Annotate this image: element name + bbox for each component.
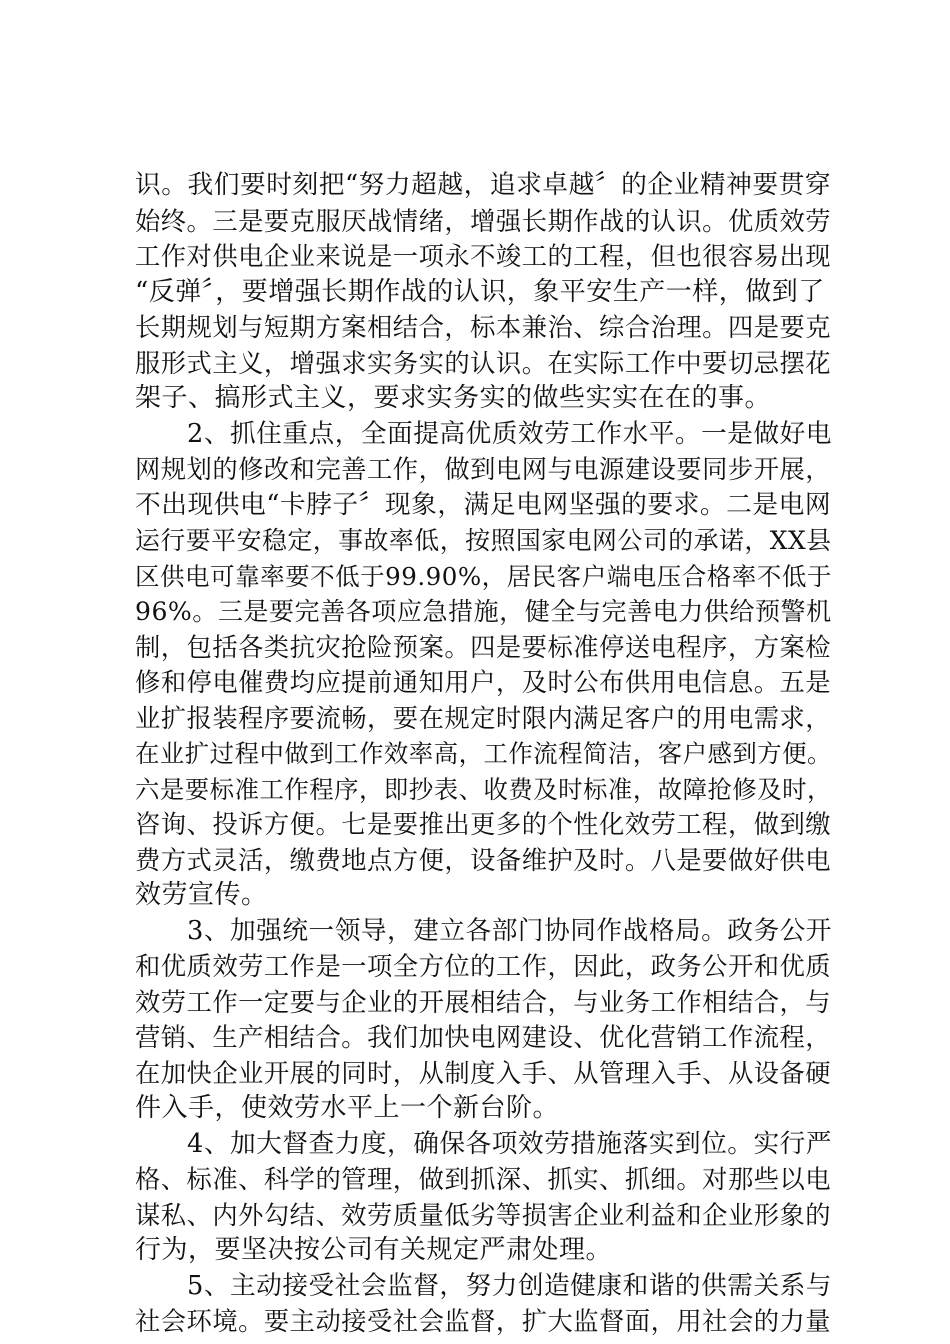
- text-line: 服形式主义，增强求实务实的认识。在实际工作中要切忌摆花: [135, 348, 832, 378]
- text-line: 架子、搞形式主义，要求实务实的做些实实在在的事。: [135, 383, 772, 413]
- text-line: 社会环境。要主动接受社会监督，扩大监督面，用社会的力量: [135, 1307, 832, 1336]
- paragraph-first-line: 5、主动接受社会监督，努力创造健康和谐的供需关系与: [187, 1270, 832, 1301]
- paragraph-first-line: 2、抓住重点，全面提高优质效劳工作水平。一是做好电: [187, 418, 832, 449]
- text-line: 长期规划与短期方案相结合，标本兼治、综合治理。四是要克: [135, 313, 832, 342]
- text-line: 效劳工作一定要与企业的开展相结合，与业务工作相结合，与: [135, 987, 832, 1017]
- text-line: 制，包括各类抗灾抢险预案。四是要标准停送电程序，方案检: [135, 632, 832, 662]
- text-line: 区供电可靠率要不低于99.90%，居民客户端电压合格率不低于: [135, 561, 832, 591]
- text-line: 格、标准、科学的管理，做到抓深、抓实、抓细。对那些以电: [135, 1165, 832, 1194]
- text-line: 96%。三是要完善各项应急措施，健全与完善电力供给预警机: [135, 597, 832, 626]
- text-line: “反弹〞，要增强长期作战的认识，象平安生产一样，做到了: [135, 276, 825, 307]
- text-line: 修和停电催费均应提前通知用户，及时公布供用电信息。五是: [135, 668, 832, 697]
- text-line: 运行要平安稳定，事故率低，按照国家电网公司的承诺，XX县: [135, 526, 832, 555]
- text-line: 始终。三是要克服厌战情绪，增强长期作战的认识。优质效劳: [135, 206, 832, 236]
- text-line: 业扩报装程序要流畅，要在规定时限内满足客户的用电需求，: [135, 703, 832, 733]
- text-line: 识。我们要时刻把“努力超越，追求卓越〞的企业精神要贯穿: [135, 170, 832, 200]
- document-body-text: [135, 168, 835, 1340]
- text-line: 六是要标准工作程序，即抄表、收费及时标准，故障抢修及时，: [135, 774, 832, 804]
- text-line: 在业扩过程中做到工作效率高，工作流程简洁，客户感到方便。: [135, 739, 832, 768]
- text-line: 不出现供电“卡脖子〞现象，满足电网坚强的要求。二是电网: [135, 489, 832, 520]
- text-line: 费方式灵活，缴费地点方便，设备维护及时。八是要做好供电: [135, 845, 832, 875]
- text-line: 网规划的修改和完善工作，做到电网与电源建设要同步开展，: [135, 455, 832, 484]
- text-line: 工作对供电企业来说是一项永不竣工的工程，但也很容易出现: [135, 242, 832, 271]
- paragraph-first-line: 3、加强统一领导，建立各部门协同作战格局。政务公开: [187, 915, 832, 946]
- text-line: 和优质效劳工作是一项全方位的工作，因此，政务公开和优质: [135, 952, 832, 981]
- text-line: 营销、生产相结合。我们加快电网建设、优化营销工作流程，: [135, 1023, 832, 1052]
- text-line: 谋私、内外勾结、效劳质量低劣等损害企业利益和企业形象的: [135, 1200, 832, 1230]
- text-line: 咨询、投诉方便。七是要推出更多的个性化效劳工程，做到缴: [135, 810, 832, 839]
- paragraph-first-line: 4、加大督查力度，确保各项效劳措施落实到位。实行严: [187, 1128, 832, 1159]
- text-line: 行为，要坚决按公司有关规定严肃处理。: [135, 1235, 613, 1265]
- text-line: 件入手，使效劳水平上一个新台阶。: [135, 1093, 560, 1123]
- text-line: 效劳宣传。: [135, 880, 268, 910]
- text-line: 在加快企业开展的同时，从制度入手、从管理入手、从设备硬: [135, 1058, 832, 1088]
